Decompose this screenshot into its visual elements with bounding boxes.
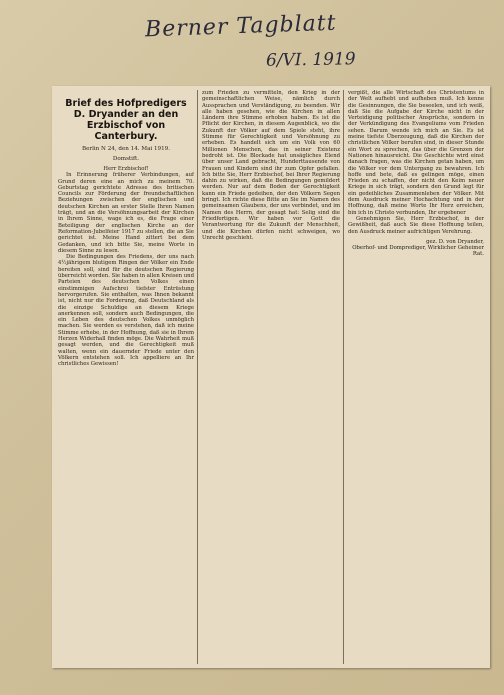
article-dateline: Berlin N 24, den 14. Mai 1919. — [82, 146, 170, 152]
article-closing: Genehmigen Sie, Herr Erzbischof, in der Gewißheit, daß auch Sie diese Hoffnung teilen, den Ausdruck meiner aufrichtigen Verehrung. — [348, 215, 484, 235]
article-salutation: Herr Erzbischof! — [103, 166, 149, 172]
article-paragraph: vergißt, die alle Wirtschaft des Christentums in der Welt aufhebt und aufheben muß. Ich kenne die Gesinnungen, die Sie beseelen, und ich weiß, daß Sie die Aufgabe der Kirche nicht in der Verteidigung politischer Ansprüche, sondern in der Verkündigung des Evangeliums vom Frieden sehen. Darum wende ich mich an Sie. Es ist meine tiefste Überzeugung, daß die Kirchen der christlichen Völker berufen sind, in dieser Stunde ein Wort zu sprechen, das über die Grenzen der Nationen hinausreicht. Die Geschichte wird einst danach fragen, was die Kirchen getan haben, um die Völker vor dem Untergang zu bewahren. Ich hoffe und bete, daß es gelingen möge, einen Frieden zu schaffen, der nicht den Keim neuer Kriege in sich trägt, sondern den Grund legt für ein gedeihliches Zusammenleben der Völker. Mit dem Ausdruck meiner Hochachtung und in der Hoffnung, daß meine Worte Ihr Herz erreichen, bin ich in Christo verbunden, Ihr ergebener — [348, 90, 484, 216]
handwritten-newspaper-title: Berner Tagblatt — [144, 10, 337, 43]
article-paragraph: zum Frieden zu vermitteln, den Krieg in der gemeinschaftlichen Weise, nämlich durch Aussprachen und Verständigung, zu beenden. Wir alle haben gesehen, wie die Kirchen in allen Ländern ihre Stimme erhoben haben. Es ist die Pflicht der Kirchen, in diesem Augenblick, wo die Zukunft der Völker auf dem Spiele steht, ihre Stimme für Gerechtigkeit und Versöhnung zu erheben. Es handelt sich um ein Volk von 60 Millionen Menschen, das in seiner Existenz bedroht ist. Die Blockade hat unsägliches Elend über unser Land gebracht, Hunderttausende von Frauen und Kindern sind ihr zum Opfer gefallen. Ich bitte Sie, Herr Erzbischof, bei Ihrer Regierung dahin zu wirken, daß die Bedingungen gemildert werden. Nur auf dem Boden der Gerechtigkeit kann ein Friede gedeihen, der den Völkern Segen bringt. Ich richte diese Bitte an Sie im Namen des gemeinsamen Glaubens, der uns verbindet, und im Namen des Herrn, der gesagt hat: Selig sind die Friedfertigen. Wir haben vor Gott die Verantwortung für die Zukunft der Menschheit, und die Kirchen dürfen nicht schweigen, wo Unrecht geschieht. — [202, 90, 340, 241]
article-paragraph: Die Bedingungen des Friedens, der uns nach 4½jährigem blutigem Ringen der Völker ein Ende bereiten soll, sind für die deutschen Regierung überreicht worden. Sie haben in allen Kreisen und Parteien des deutschen Volkes einen einstimmigen Aufschrei tiefster Entrüstung hervorgerufen. Sie enthalten, was Ihnen bekannt ist, nicht nur die Forderung, daß Deutschland als die einzige Schuldige an diesem Kriege anerkennen soll, sondern auch Bedingungen, die ein Leben des deutschen Volkes unmöglich machen. Sie werden es verstehen, daß ich meine Stimme erhebe, in der Hoffnung, daß sie in Ihrem Herzen Widerhall finden möge. Die Wahrheit muß gesagt werden, und die Gerechtigkeit muß walten, wenn ein dauernder Friede unter den Völkern entstehen soll. Ich appelliere an Ihr christliches Gewissen! — [58, 254, 194, 368]
article-column-2 — [202, 90, 340, 664]
signature-title: Oberhof- und Domprediger, Wirklicher Geheimer Rat. — [352, 245, 484, 258]
article-paragraph: In Erinnerung früherer Verbindungen, auf Grund deren eine an mich zu meinem 70. Geburtstag gerichtete Adresse des britischen Councils zur Förderung der freundschaftlichen Beziehungen zwischen der englischen und deutschen Kirchen an erster Stelle Ihren Namen trägt, und an die Versöhnungsarbeit der Kirchen in Ihrem Sinne, wage ich es, die Frage einer Beteiligung der englischen Kirche an der Reformation-Jubelfeier 1917 zu stellen, die an Sie gerichtet ist. Meine Hand zittert bei dem Gedanken, und ich bitte Sie, meine Worte in diesem Sinne zu lesen. — [58, 172, 194, 254]
signature-name: gez. D. von Dryander, — [426, 238, 484, 245]
handwritten-date: 6/VI. 1919 — [265, 49, 356, 71]
newspaper-clipping — [52, 86, 490, 668]
article-place: Domstift. — [112, 156, 140, 162]
column-rule — [343, 90, 344, 664]
column-rule — [197, 90, 198, 664]
article-column-1 — [58, 90, 194, 664]
article-headline: Brief des Hofpredigers D. Dryander an den Erzbischof von Canterbury. — [65, 98, 187, 142]
article-column-3 — [348, 90, 484, 664]
